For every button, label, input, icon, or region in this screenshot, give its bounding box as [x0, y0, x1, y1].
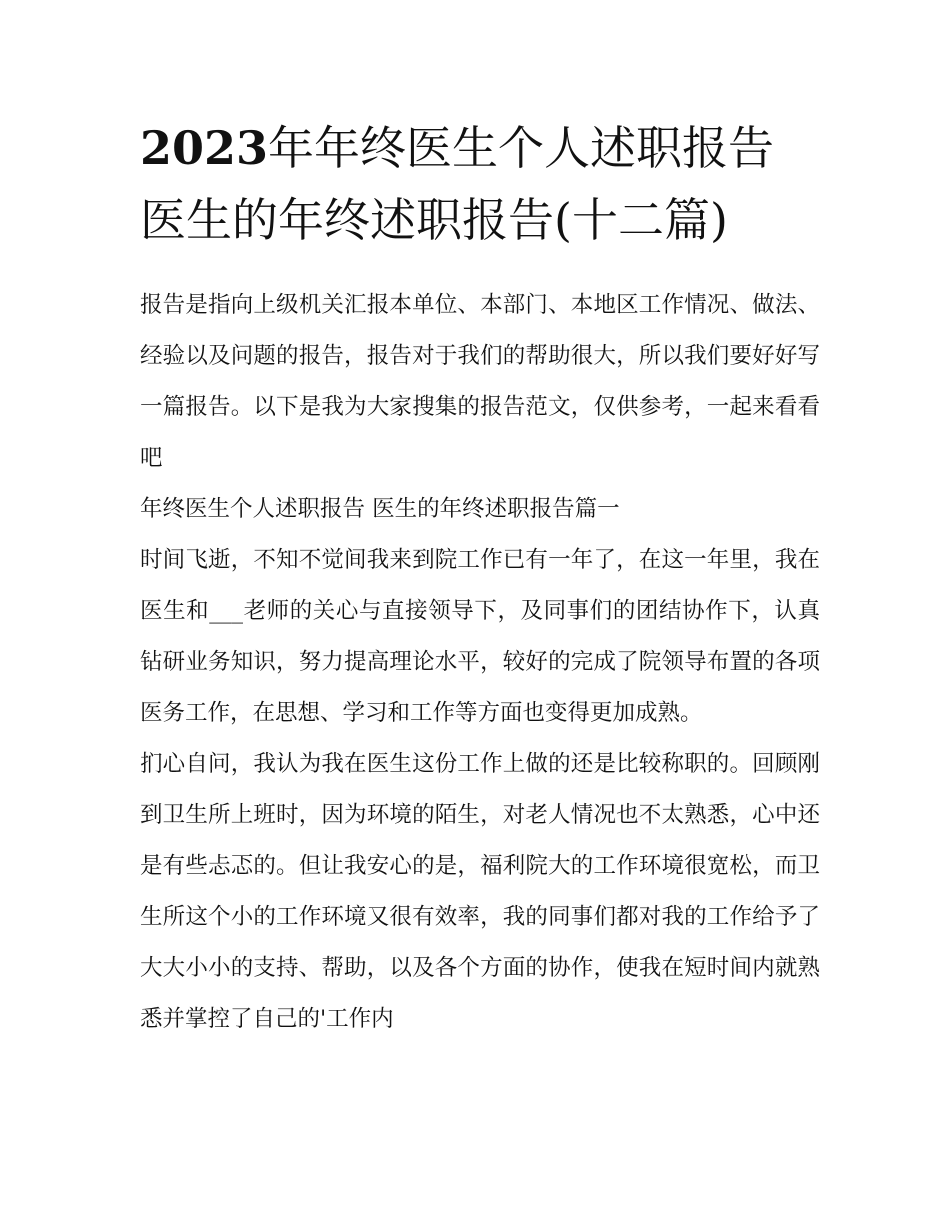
document-title: [140, 112, 820, 256]
body-paragraph-2: 扪心自问，我认为我在医生这份工作上做的还是比较称职的。回顾刚到卫生所上班时，因为环境的陌生，对老人情况也不太熟悉，心中还是有些忐忑的。但让我安心的是，福利院大的工作环境很宽松，而卫生所这个小的工作环境又很有效率，我的同事们都对我的工作给予了大大小小的支持、帮助，以及各个方面的协作，使我在短时间内就熟悉并掌控了自己的'工作内: [140, 751, 820, 1032]
body-paragraph-1: 时间飞逝，不知不觉间我来到院工作已有一年了，在这一年里，我在医生和___老师的关心与直接领导下，及同事们的团结协作下，认真钻研业务知识，努力提高理论水平，较好的完成了院领导布置的各项医务工作，在思想、学习和工作等方面也变得更加成熟。: [140, 547, 820, 726]
section-heading: 年终医生个人述职报告 医生的年终述职报告篇一: [140, 496, 620, 522]
title-block: [140, 112, 820, 256]
title-year: 2023: [140, 121, 269, 175]
title-text: 年年终医生个人述职报告医生的年终述职报告(十二篇): [140, 121, 775, 247]
document-content: [140, 112, 820, 1045]
intro-paragraph: 报告是指向上级机关汇报本单位、本部门、本地区工作情况、做法、经验以及问题的报告，报告对于我们的帮助很大，所以我们要好好写一篇报告。以下是我为大家搜集的报告范文，仅供参考，一起来看看吧: [140, 292, 820, 471]
